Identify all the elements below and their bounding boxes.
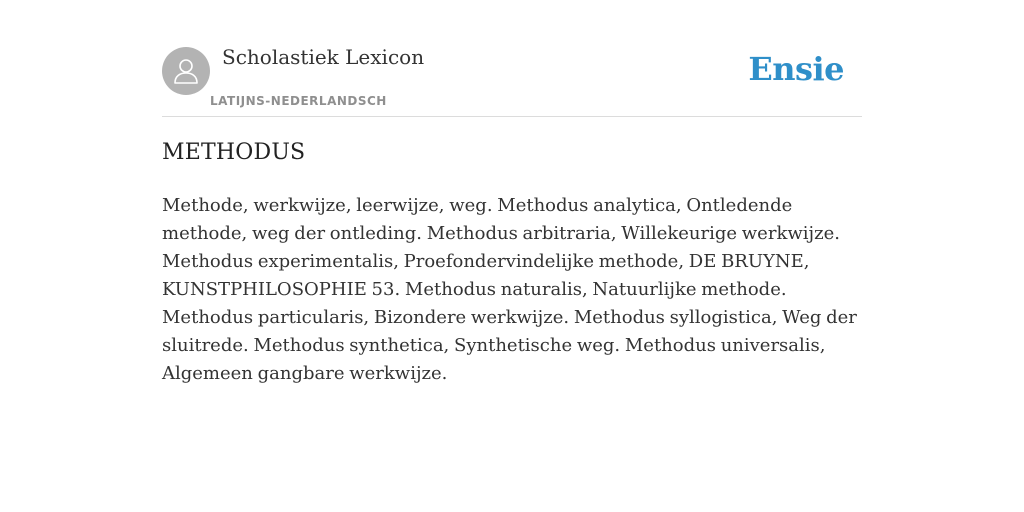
ensie-logo[interactable]: Ensie [748,50,844,88]
entry-header [162,40,862,117]
author-subtitle: LATIJNS-NEDERLANDSCH [210,94,387,108]
person-icon [171,56,201,86]
author-name[interactable]: Scholastiek Lexicon [222,45,425,69]
entry-definition: Methode, werkwijze, leerwijze, weg. Methodus analytica, Ontledende methode, weg der ontleding. Methodus arbitraria, Willekeurige werkwijze. Methodus experimentalis, Proefondervindelijke methode, DE BRUYNE, KUNSTPHILOSOPHIE 53. Methodus naturalis, Natuurlijke methode. Methodus particularis, Bizondere werkwijze. Methodus syllogistica, Weg der sluitrede. Methodus synthetica, Synthetische weg. Methodus universalis, Algemeen gangbare werkwijze. [162,195,857,384]
author-avatar[interactable] [162,47,210,95]
entry-term: METHODUS [162,140,306,165]
